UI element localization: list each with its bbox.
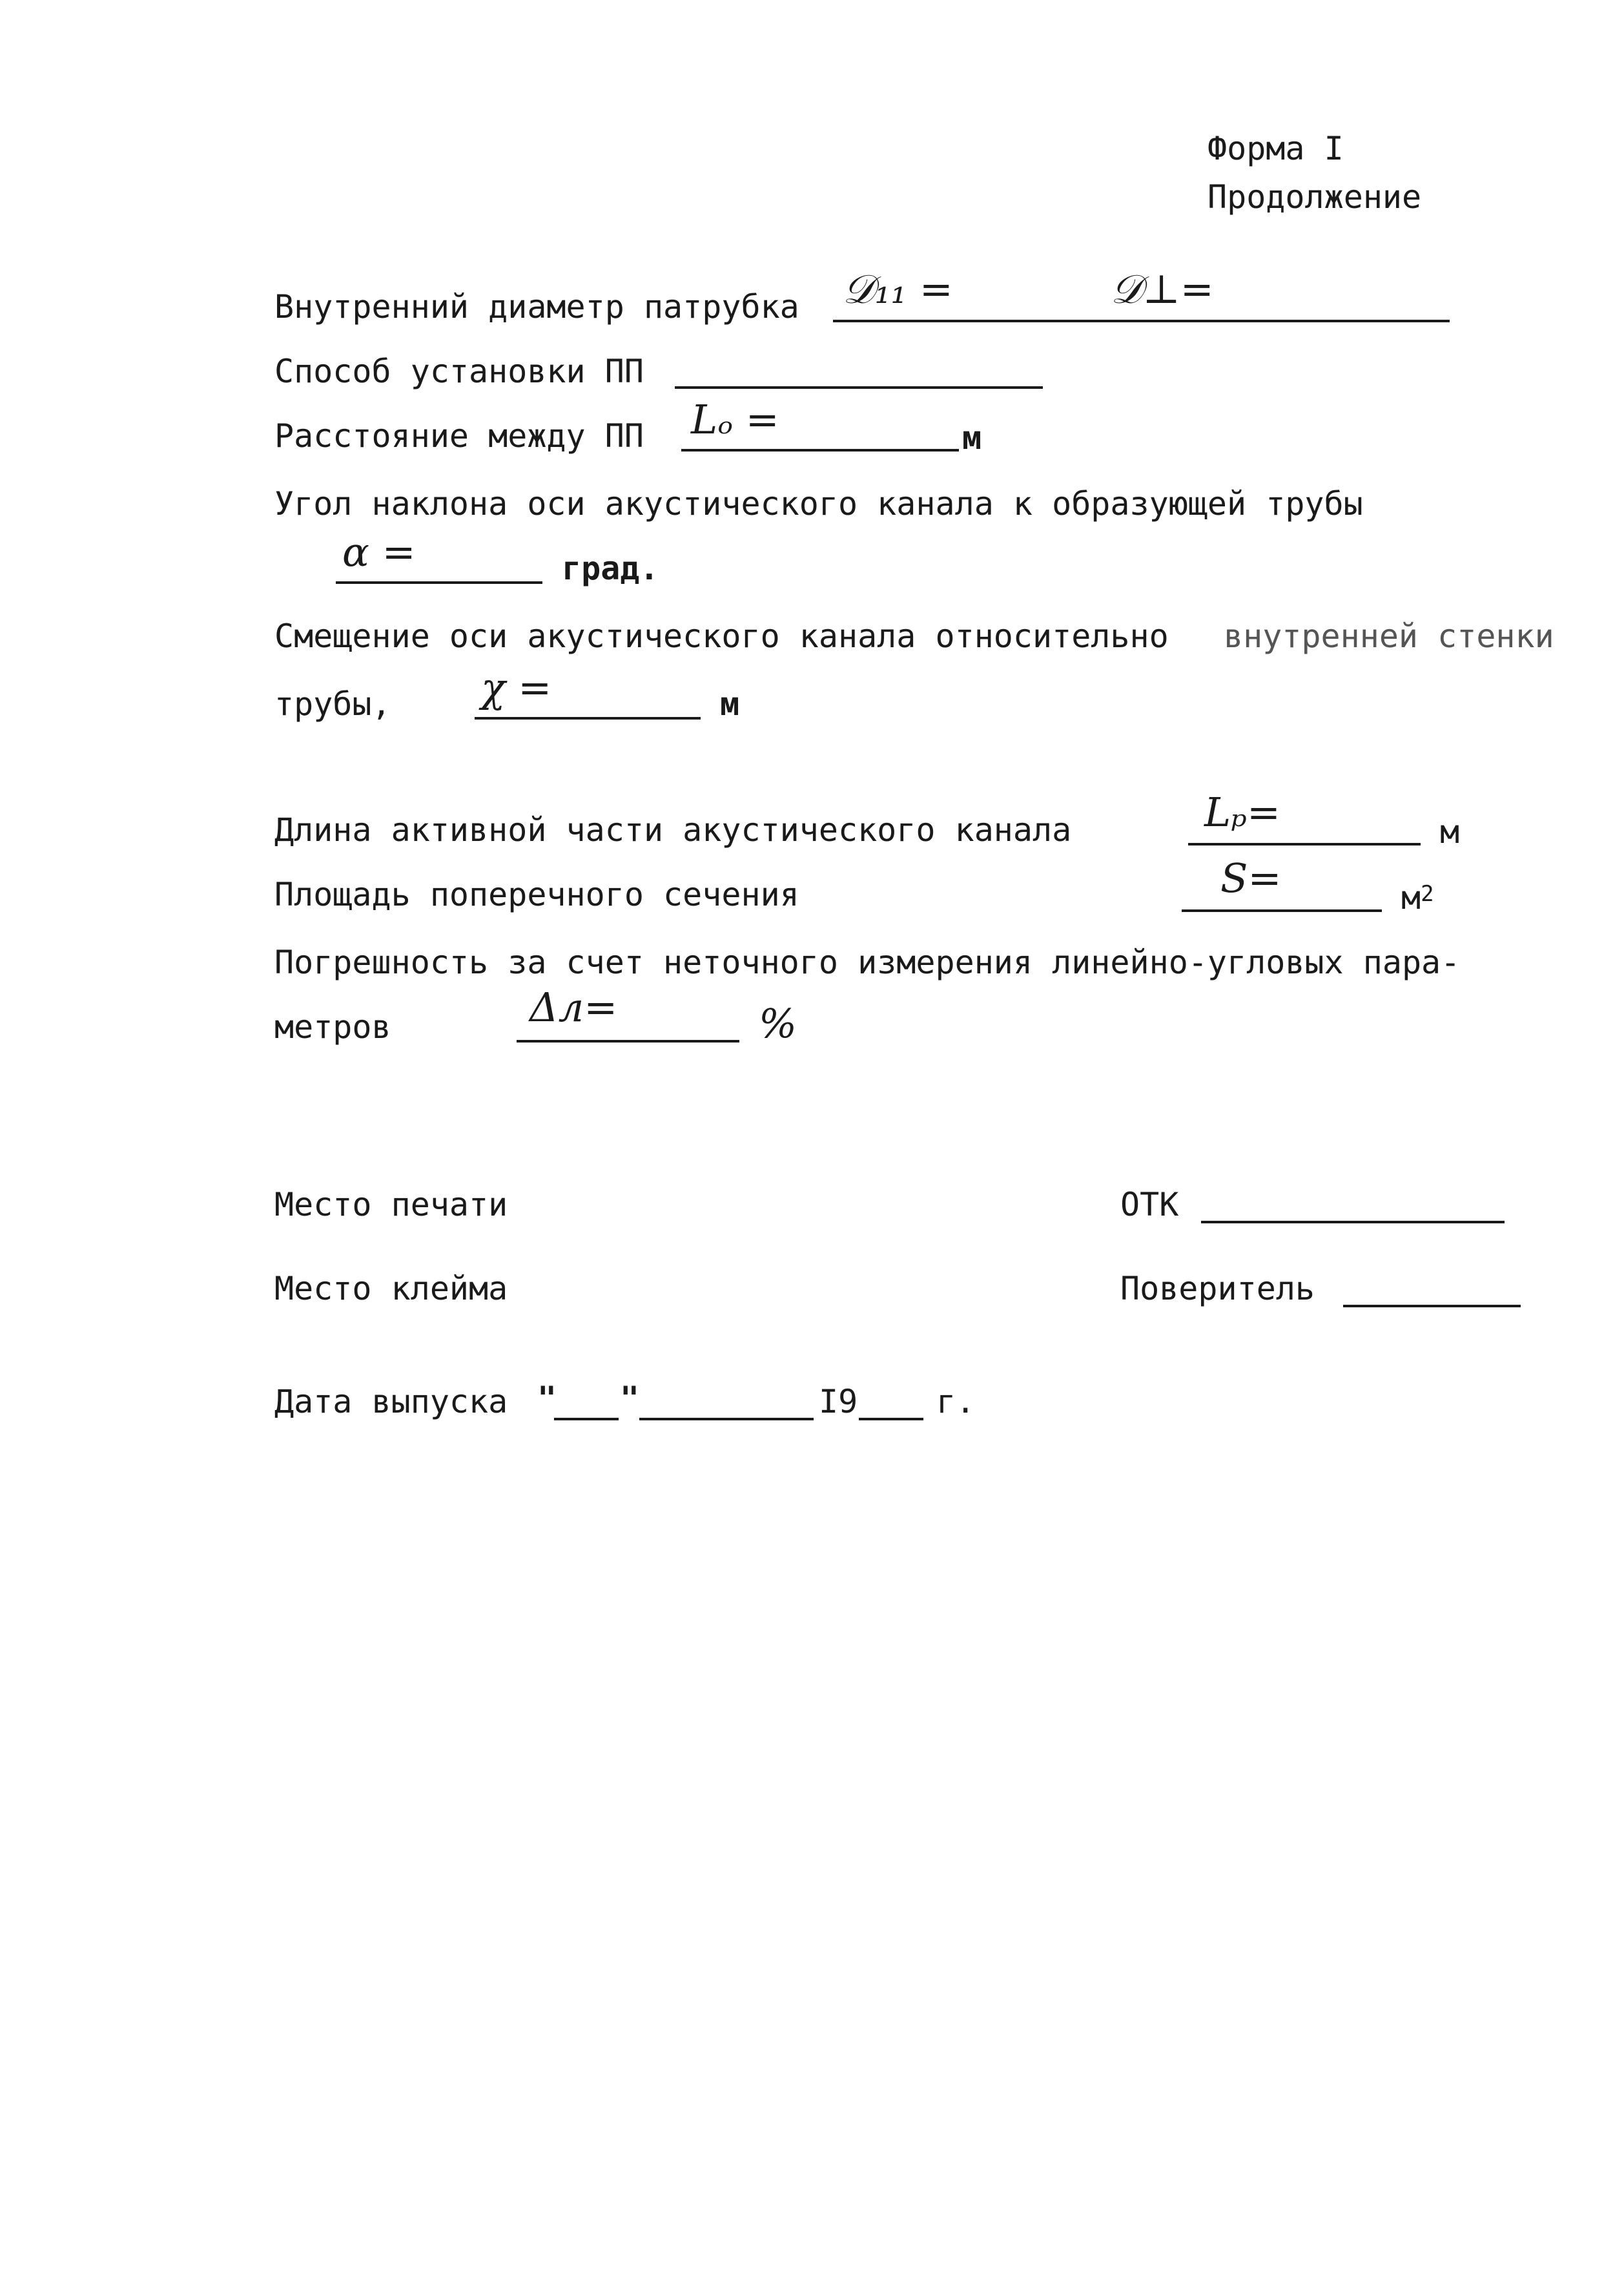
issue-date-label: Дата выпуска <box>274 1383 508 1420</box>
form-number: Форма I <box>1208 130 1344 167</box>
error-label-continued: метров <box>274 1008 391 1046</box>
angle-label: Угол наклона оси акустического канала к образующей трубы <box>274 485 1363 523</box>
distance-unit: м <box>962 419 982 457</box>
install-method-label: Способ установки ПП <box>274 353 644 390</box>
issue-date-open-quote: " <box>537 1380 557 1417</box>
cross-section-unit: $м^2$ <box>1401 879 1434 917</box>
form-continuation: Продолжение <box>1208 178 1422 216</box>
verifier-label: Поверитель <box>1120 1270 1315 1307</box>
issue-month-line[interactable] <box>639 1418 814 1420</box>
verifier-signature-line[interactable] <box>1343 1305 1521 1307</box>
diameter-parallel-symbol: 𝒟₁₁ = <box>843 265 953 313</box>
diameter-perpendicular-symbol: 𝒟⊥= <box>1111 265 1214 313</box>
inner-diameter-underline[interactable] <box>833 320 1450 322</box>
error-label: Погрешность за счет неточного измерения линейно-угловых пара- <box>274 944 1461 981</box>
offset-label: Смещение оси акустического канала относительно <box>274 617 1169 655</box>
angle-underline[interactable] <box>336 581 542 584</box>
brand-place-label: Место клейма <box>274 1270 508 1307</box>
active-length-underline[interactable] <box>1188 843 1421 845</box>
inner-diameter-label: Внутренний диаметр патрубка <box>274 288 799 326</box>
issue-year-suffix: г. <box>936 1383 976 1420</box>
otk-label: ОТК <box>1120 1186 1179 1223</box>
offset-symbol: χ = <box>481 664 552 711</box>
cross-section-symbol: S= <box>1220 855 1282 902</box>
offset-label-pipe: трубы, <box>274 685 391 723</box>
offset-underline[interactable] <box>475 717 701 720</box>
offset-label-continued: внутренней стенки <box>1224 617 1554 655</box>
distance-underline[interactable] <box>681 449 959 451</box>
issue-day-line[interactable] <box>554 1418 619 1420</box>
issue-year-prefix: I9 <box>819 1383 858 1420</box>
cross-section-label: Площадь поперечного сечения <box>274 876 799 913</box>
active-length-label: Длина активной части акустического канала <box>274 811 1072 849</box>
active-length-unit: м <box>1440 813 1460 851</box>
otk-signature-line[interactable] <box>1201 1221 1505 1223</box>
install-method-underline[interactable] <box>675 386 1043 389</box>
angle-symbol: α = <box>342 528 416 576</box>
error-underline[interactable] <box>517 1040 739 1042</box>
distance-label: Расстояние между ПП <box>274 417 644 455</box>
issue-year-line[interactable] <box>859 1418 923 1420</box>
active-length-symbol: Lₚ= <box>1204 789 1280 836</box>
error-symbol: Δл= <box>529 984 618 1031</box>
cross-section-underline[interactable] <box>1182 909 1382 912</box>
issue-date-close-quote: " <box>620 1380 640 1417</box>
offset-unit: м <box>720 685 740 723</box>
error-unit: % <box>759 1000 797 1047</box>
angle-unit: град. <box>562 550 659 587</box>
distance-symbol: Lₒ = <box>691 396 779 443</box>
stamp-place-label: Место печати <box>274 1186 508 1223</box>
